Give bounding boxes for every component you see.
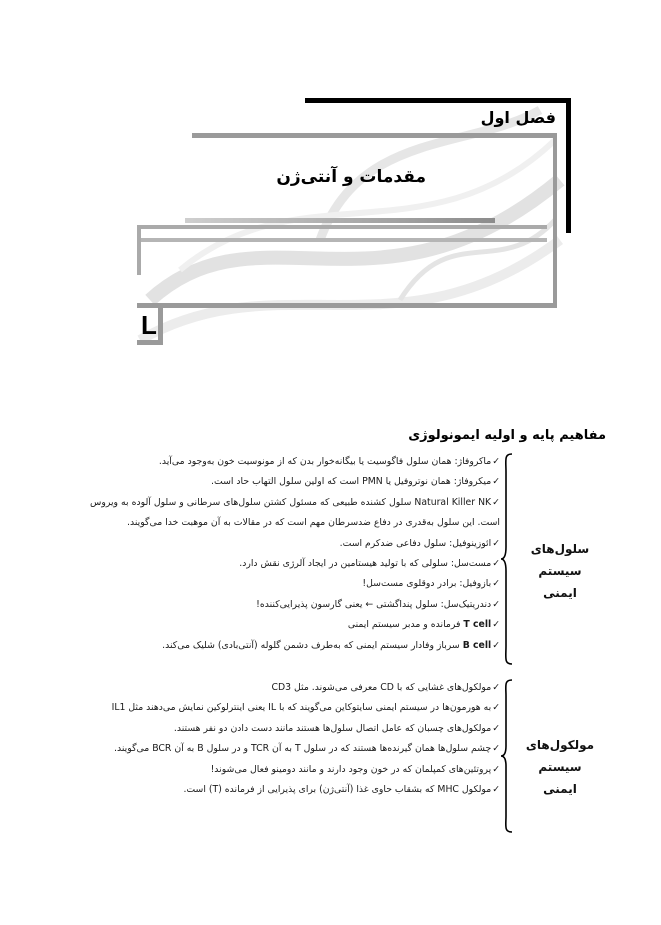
list-item xyxy=(90,739,500,759)
checkmark-icon: ✓ xyxy=(492,619,500,631)
item-text: ماکروفاژ: همان سلول فاگوسیت یا بیگانه‌خوار بدن که از مونوسیت خون به‌وجود می‌آید. xyxy=(158,456,492,467)
list-item xyxy=(90,574,500,594)
list-item xyxy=(90,719,500,739)
decorative-lines xyxy=(0,0,661,410)
item-text: بازوفیل: برادر دوقلوی مست‌سل! xyxy=(362,578,492,590)
checkmark-icon: ✓ xyxy=(492,537,500,549)
item-text: مولکول MHC که بشقاب حاوی غذا (آنتی‌ژن) برای پذیرایی از فرمانده (T) است. xyxy=(183,784,492,796)
list-item xyxy=(90,698,500,718)
item-text: پروتئین‌های کمپلمان که در خون وجود دارند و مانند دومینو فعال می‌شوند! xyxy=(210,763,492,775)
item-text: سرباز وفادار سیستم ایمنی که به‌طرف دشمن گلوله (آنتی‌بادی) شلیک می‌کند. xyxy=(162,639,463,651)
checkmark-icon: ✓ xyxy=(492,702,500,714)
list-item xyxy=(90,636,500,656)
checkmark-icon: ✓ xyxy=(492,784,500,796)
list-item xyxy=(90,452,500,472)
list-item xyxy=(90,534,500,554)
immune-molecules-label xyxy=(520,734,600,800)
immune-cells-label-line2: سیستم ایمنی xyxy=(538,564,582,600)
list-item xyxy=(90,615,500,635)
checkmark-icon: ✓ xyxy=(492,456,500,467)
section-heading: مفاهیم پایه و اولیه ایمونولوژی xyxy=(408,428,606,443)
item-text: Natural Killer NK سلول کشنده طبیعی که مسئول کشتن سلول‌های سرطانی و سلول آلوده به ویروس است. این سلول به‌قدری در دفاع ضدسرطان مهم است که در مقالات به آن موهبت خدا می‌گویند. xyxy=(90,496,500,529)
list-item xyxy=(90,595,500,615)
item-text: مولکول‌های غشایی که با CD معرفی می‌شوند. مثل CD3 xyxy=(271,682,492,693)
checkmark-icon: ✓ xyxy=(492,578,500,590)
item-text: مولکول‌های چسبان که عامل اتصال سلول‌ها هستند مانند دست دادن دو نفر هستند. xyxy=(173,722,492,734)
list-item xyxy=(90,780,500,800)
checkmark-icon: ✓ xyxy=(492,722,500,734)
immune-molecules-group xyxy=(90,678,600,834)
checkmark-icon: ✓ xyxy=(492,558,500,570)
immune-molecules-label-line2: سیستم ایمنی xyxy=(538,760,582,796)
chapter-letter: L xyxy=(141,310,157,340)
immune-cells-group xyxy=(90,452,600,666)
brace-icon xyxy=(500,452,514,666)
checkmark-icon: ✓ xyxy=(492,682,500,693)
item-text: فرمانده و مدبر سیستم ایمنی xyxy=(347,619,464,631)
checkmark-icon: ✓ xyxy=(492,598,500,610)
item-text: به هورمون‌ها در سیستم ایمنی سایتوکاین می‌گویند که با IL یعنی اینترلوکین نمایش می‌دهند مثل IL1 xyxy=(111,702,492,714)
list-item xyxy=(90,678,500,698)
item-term: B cell xyxy=(462,639,492,651)
immune-cells-label xyxy=(520,538,600,604)
brace-icon xyxy=(500,678,514,834)
immune-cells-label-line1: سلول‌های xyxy=(530,542,590,556)
checkmark-icon: ✓ xyxy=(492,763,500,775)
chapter-title: مقدمات و آنتی‌ژن xyxy=(276,167,426,187)
checkmark-icon: ✓ xyxy=(492,743,500,755)
list-item xyxy=(90,493,500,534)
immune-molecules-label-line1: مولکول‌های xyxy=(525,738,595,752)
immune-cells-list xyxy=(90,452,500,656)
item-term: T cell xyxy=(463,619,492,631)
checkmark-icon: ✓ xyxy=(492,639,500,651)
immune-molecules-list xyxy=(90,678,500,800)
list-item xyxy=(90,554,500,574)
checkmark-icon: ✓ xyxy=(492,496,500,508)
item-text: مست‌سل: سلولی که با تولید هیستامین در ایجاد آلرژی نقش دارد. xyxy=(239,558,492,570)
checkmark-icon: ✓ xyxy=(492,476,500,488)
chapter-header-art xyxy=(0,0,661,410)
item-text: دندریتیک‌سل: سلول پنداگشتی ← یعنی گارسون پذیرایی‌کننده! xyxy=(256,598,492,610)
item-text: ائوزینوفیل: سلول دفاعی ضدکرم است. xyxy=(339,537,492,549)
chapter-label: فصل اول xyxy=(480,108,556,127)
list-item xyxy=(90,472,500,492)
list-item xyxy=(90,760,500,780)
item-text: چشم سلول‌ها همان گیرنده‌ها هستند که در سلول T به آن TCR و در سلول B به آن BCR می‌گویند. xyxy=(114,743,492,755)
item-text: میکروفاژ: همان نوتروفیل یا PMN است که اولین سلول التهاب حاد است. xyxy=(211,476,492,488)
